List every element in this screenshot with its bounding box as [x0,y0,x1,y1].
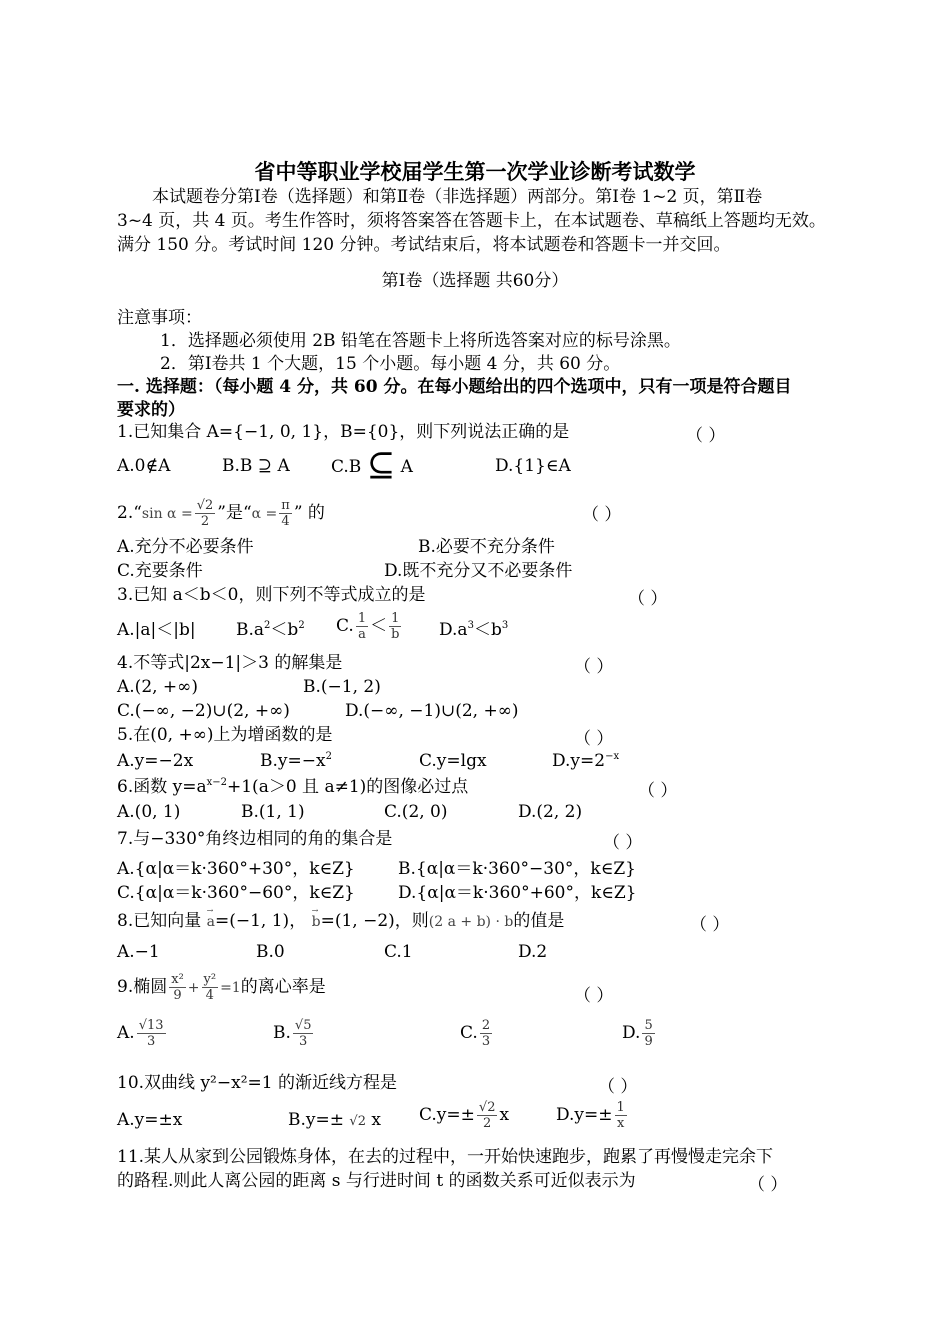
frac-num: x² [171,972,184,987]
notice-title: 注意事项： [117,308,202,328]
q2-fraction-pi-4 [279,498,292,529]
frac-num: 1 [389,611,401,627]
q8-option-c: C.1 [384,942,413,962]
frac-den: 3 [299,1034,308,1049]
q8-eq1: =(−1, 1)， [215,911,307,931]
q10b-pre: B.y=± [288,1110,344,1130]
frac-num: 1 [616,1100,625,1115]
q3-stem: 3.已知 a＜b＜0，则下列不等式成立的是 [117,585,426,605]
q10-option-c [419,1100,509,1131]
vector-a: → a [207,911,215,933]
q3d-pre: D.a [439,620,468,640]
frac-num: √2 [478,1100,496,1115]
q9b-pre: B. [273,1023,291,1043]
q3-answer-paren: （ ） [628,589,668,609]
q8-pre: 8.已知向量 [117,911,202,931]
q6-option-b: B.(1, 1) [241,802,305,822]
q9-pre: 9.椭圆 [117,977,168,997]
q8-answer-paren: （ ） [690,915,730,935]
q5d-exp: −x [605,751,620,762]
q5-option-b [260,750,332,772]
q5-answer-paren: （ ） [574,729,614,749]
q4-answer-paren: （ ） [574,657,614,677]
q1-option-c-post: A [400,457,413,477]
q9c-pre: C. [460,1023,478,1043]
q8-option-d: D.2 [518,942,548,962]
q7-answer-paren: （ ） [603,833,643,853]
frac-num: y² [203,972,217,987]
q7-stem: 7.与−330°角终边相同的角的集合是 [117,829,393,849]
q9-option-d [622,1018,657,1049]
notice-2: 2．第Ⅰ卷共 1 个大题，15 个小题。每小题 4 分，共 60 分。 [160,354,621,374]
q5-option-c: C.y=lgx [419,751,487,771]
q9-frac-y2-4 [202,972,219,1003]
q6-pre: 6.函数 y=a [117,777,207,797]
q9-option-b [273,1018,315,1049]
frac-den: 2 [483,1116,492,1131]
q10c-pre: C.y=± [419,1105,475,1125]
q2-option-a: A.充分不必要条件 [117,537,254,557]
q1-option-c [331,445,413,485]
q10-answer-paren: （ ） [598,1077,638,1097]
q3-option-d [439,619,508,641]
q9b-frac [293,1018,314,1049]
q3c-pre: C. [336,616,354,636]
q1-answer-paren: （ ） [686,426,726,446]
q10-option-d [556,1100,629,1131]
q9-frac-x2-9 [169,972,186,1003]
q11-stem-line-1: 11.某人从家到公园锻炼身体，在去的过程中，一开始快速跑步，跑累了再慢慢走完余下 [117,1147,774,1167]
q4-option-c: C.(−∞, −2)∪(2, +∞) [117,701,290,721]
q5-option-d [552,750,619,772]
q7-option-c: C.{α|α＝k·360°−60°，k∈Z} [117,883,355,903]
q9a-pre: A. [117,1023,135,1043]
q10c-post: x [499,1105,510,1125]
q5b-exp: 2 [325,751,332,762]
q4-option-a: A.(2, +∞) [117,677,198,697]
intro-line-3: 满分 150 分。考试时间 120 分钟。考试结束后，将本试题卷和答题卡一并交回。 [117,235,731,255]
section-heading-cont: 要求的） [117,400,185,420]
q10-stem: 10.双曲线 y²−x²=1 的渐近线方程是 [117,1073,397,1093]
q2-option-d: D.既不充分又不必要条件 [384,561,573,581]
q3b-exp2: 2 [298,620,305,631]
q11-answer-paren: （ ） [748,1175,788,1195]
q2-answer-paren: （ ） [582,505,622,525]
q9-option-a [117,1018,168,1049]
q9-eq: =1 [220,980,241,996]
frac-den: 9 [173,988,182,1003]
q3b-mid: ＜b [270,620,299,640]
frac-den: 3 [481,1034,491,1049]
q2-sin-expr: sin α = [141,506,193,522]
q4-stem: 4.不等式|2x−1|＞3 的解集是 [117,653,343,673]
q2-option-b: B.必要不充分条件 [418,537,555,557]
q1-stem: 1.已知集合 A={−1, 0, 1}，B={0}，则下列说法正确的是 [117,422,570,442]
q7-option-d: D.{α|α＝k·360°+60°，k∈Z} [398,883,637,903]
q8-option-a: A.−1 [117,942,160,962]
q2-option-c: C.充要条件 [117,561,203,581]
frac-den: 4 [281,514,290,529]
q9-plus: + [187,980,200,996]
q10d-pre: D.y=± [556,1105,613,1125]
q6-option-d: D.(2, 2) [518,802,583,822]
q3-option-a: A.|a|＜|b| [117,620,196,640]
q1-option-a: A.0∉A [117,456,171,476]
q5-stem: 5.在(0, +∞)上为增函数的是 [117,725,333,745]
q1-option-c-pre: C.B [331,457,362,477]
q2-alpha-expr: α = [251,506,278,522]
q8-expression: (2 a + b) · b [428,914,514,930]
frac-num: 1 [357,611,367,626]
q6-stem [117,776,468,798]
q5b-pre: B.y=−x [260,751,326,771]
q6-option-c: C.(2, 0) [384,802,448,822]
q3d-exp2: 3 [501,620,509,631]
part1-heading: 第Ⅰ卷（选择题 共60分） [381,271,569,291]
q9a-frac [137,1018,166,1049]
frac-num: √5 [294,1018,312,1033]
frac-den: x [617,1116,625,1131]
intro-line-2: 3~4 页，共 4 页。考生作答时，须将答案答在答题卡上，在本试题卷、草稿纸上答题均无效。 [117,211,826,231]
q3c-frac-1a [356,611,368,642]
frac-num: √13 [138,1018,164,1033]
q9-option-c [460,1018,494,1049]
q8-eq2: =(1, −2)，则 [320,911,429,931]
q9d-pre: D. [622,1023,641,1043]
q9-post: 的离心率是 [240,977,326,997]
q3b-exp: 2 [264,620,271,631]
q8-post: 的值是 [513,911,565,931]
intro-line-1: 本试题卷分第Ⅰ卷（选择题）和第Ⅱ卷（非选择题）两部分。第Ⅰ卷 1~2 页，第Ⅱ卷 [152,187,763,207]
subset-eq-symbol: ⊆ [366,445,396,485]
frac-num: 2 [481,1018,491,1033]
q8-stem [117,910,564,933]
q3-option-c [336,611,403,642]
q9-stem [117,972,326,1003]
q2-stem [117,498,325,529]
q11-stem-line-2: 的路程.则此人离公园的距离 s 与行进时间 t 的函数关系可近似表示为 [117,1171,636,1191]
q2-post: ” 的 [293,503,325,523]
q3d-mid: ＜b [473,620,502,640]
q4-option-b: B.(−1, 2) [303,677,381,697]
q10d-frac [615,1100,627,1131]
q10b-post: x [371,1110,381,1130]
q3b-pre: B.a [236,620,265,640]
q9c-frac [480,1018,492,1049]
frac-den: b [391,627,400,642]
q5-option-a: A.y=−2x [117,751,194,771]
q10c-frac [477,1100,498,1131]
q3c-mid: ＜ [370,616,388,636]
frac-den: 2 [200,514,210,529]
q7-option-a: A.{α|α＝k·360°+30°，k∈Z} [117,859,355,879]
notice-1: 1．选择题必须使用 2B 铅笔在答题卡上将所选答案对应的标号涂黑。 [160,331,681,351]
q6-option-a: A.(0, 1) [117,802,181,822]
frac-den: 3 [146,1034,156,1049]
q8-option-b: B.0 [256,942,285,962]
frac-num: √2 [196,498,214,513]
vector-b: → b [312,911,321,933]
q10-option-b [288,1109,381,1133]
frac-den: a [358,627,366,642]
frac-den: 9 [644,1034,653,1049]
exam-title: 省中等职业学校届学生第一次学业诊断考试数学 [254,159,696,184]
section-heading: 一. 选择题：（每小题 4 分，共 60 分。在每小题给出的四个选项中，只有一项是符合题目 [117,377,792,397]
q10-option-a: A.y=±x [117,1110,183,1130]
q6-answer-paren: （ ） [638,781,678,801]
q5d-pre: D.y=2 [552,751,606,771]
q3c-frac-1b [389,611,401,642]
q9d-frac [642,1018,654,1049]
q4-option-d: D.(−∞, −1)∪(2, +∞) [345,701,519,721]
q9-answer-paren: （ ） [574,986,614,1006]
q2-fraction-sqrt2-2 [195,498,216,529]
q7-option-b: B.{α|α＝k·360°−30°，k∈Z} [398,859,636,879]
q3d-exp: 3 [467,620,474,631]
frac-num: π [281,498,290,513]
sqrt2-radical: √2 [349,1114,366,1129]
frac-num: 5 [644,1018,653,1033]
q2-mid: ”是“ [217,503,252,523]
q1-option-d: D.{1}∈A [495,456,571,476]
q3-option-b [236,619,305,641]
frac-den: 4 [205,988,214,1003]
q6-exp: x−2 [206,777,227,788]
q1-option-b: B.B ⊇ A [222,456,290,476]
q2-pre: 2.“ [117,503,142,523]
q6-post: +1(a＞0 且 a≠1)的图像必过点 [227,777,469,797]
